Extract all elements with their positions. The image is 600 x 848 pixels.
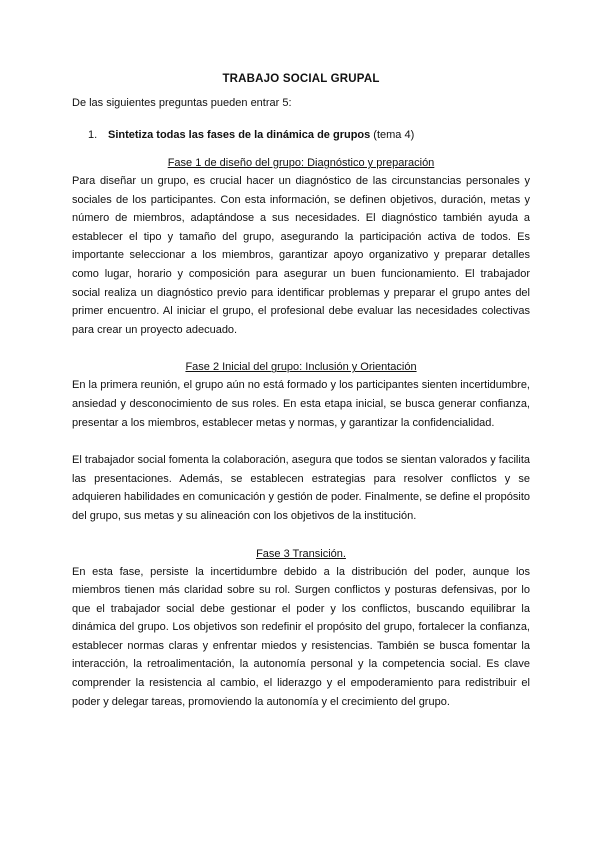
document-title: TRABAJO SOCIAL GRUPAL bbox=[222, 73, 380, 85]
section-heading: Fase 1 de diseño del grupo: Diagnóstico y preparación bbox=[167, 157, 435, 169]
question-number: 1. bbox=[88, 129, 98, 141]
section-heading: Fase 3 Transición. bbox=[256, 547, 346, 560]
section-paragraph: En la primera reunión, el grupo aún no está formado y los participantes sienten incertidumbre, ansiedad y desconocimiento de sus roles. En esta etapa inicial, se busca generar confianza, presentar a los miembros, establecer metas y normas, y garantizar la confidencialidad. bbox=[72, 379, 530, 429]
intro-text: De las siguientes preguntas pueden entrar 5: bbox=[72, 97, 292, 109]
section-paragraph: El trabajador social fomenta la colaboración, asegura que todos se sientan valorados y facilita las presentaciones. Además, se establecen estrategias para resolver conflictos y se adquieren habilidades en comunicación y gestión de poder. Finalmente, se define el propósito del grupo, sus metas y su alineación con los objetivos de la institución. bbox=[72, 454, 530, 522]
section-fase-2 bbox=[72, 358, 530, 525]
section-fase-3 bbox=[72, 545, 530, 712]
question-bold-text: Sintetiza todas las fases de la dinámica de grupos bbox=[108, 129, 371, 141]
document-page bbox=[72, 70, 530, 711]
section-heading: Fase 2 Inicial del grupo: Inclusión y Orientación bbox=[185, 361, 417, 374]
question-item bbox=[88, 126, 530, 144]
section-paragraph: Para diseñar un grupo, es crucial hacer un diagnóstico de las circunstancias personales y sociales de los participantes. Con esta información, se definen objetivos, duración, metas y número de miembros, adaptándose a sus necesidades. El diagnóstico también ayuda a establecer el tipo y tamaño del grupo, asegurando la participación activa de todos. Es importante seleccionar a los miembros, garantizar apoyo organizativo y preparar detalles como lugar, horario y composición para asegurar un buen funcionamiento. El trabajador social realiza un diagnóstico previo para identificar problemas y preparar el grupo antes del primer encuentro. Al iniciar el grupo, el profesional debe evaluar las necesidades colectivas para crear un proyecto adecuado. bbox=[72, 175, 530, 336]
section-paragraph: En esta fase, persiste la incertidumbre debido a la distribución del poder, aunque los miembros tienen más claridad sobre su rol. Surgen conflictos y posturas defensivas, por lo que el trabajador social debe gestionar el poder y los conflictos, buscando equilibrar la dinámica del grupo. Los objetivos son redefinir el propósito del grupo, fortalecer la confianza, establecer normas claras y enfrentar miedos y resistencias. También se busca fomentar la interacción, la retroalimentación, la autonomía personal y la competencia social. Es clave comprender la resistencia al cambio, el liderazgo y el empoderamiento para redistribuir el poder y delegar tareas, promoviendo la autonomía y el crecimiento del grupo. bbox=[72, 565, 530, 708]
section-fase-1 bbox=[72, 154, 530, 339]
question-suffix: (tema 4) bbox=[370, 129, 415, 141]
